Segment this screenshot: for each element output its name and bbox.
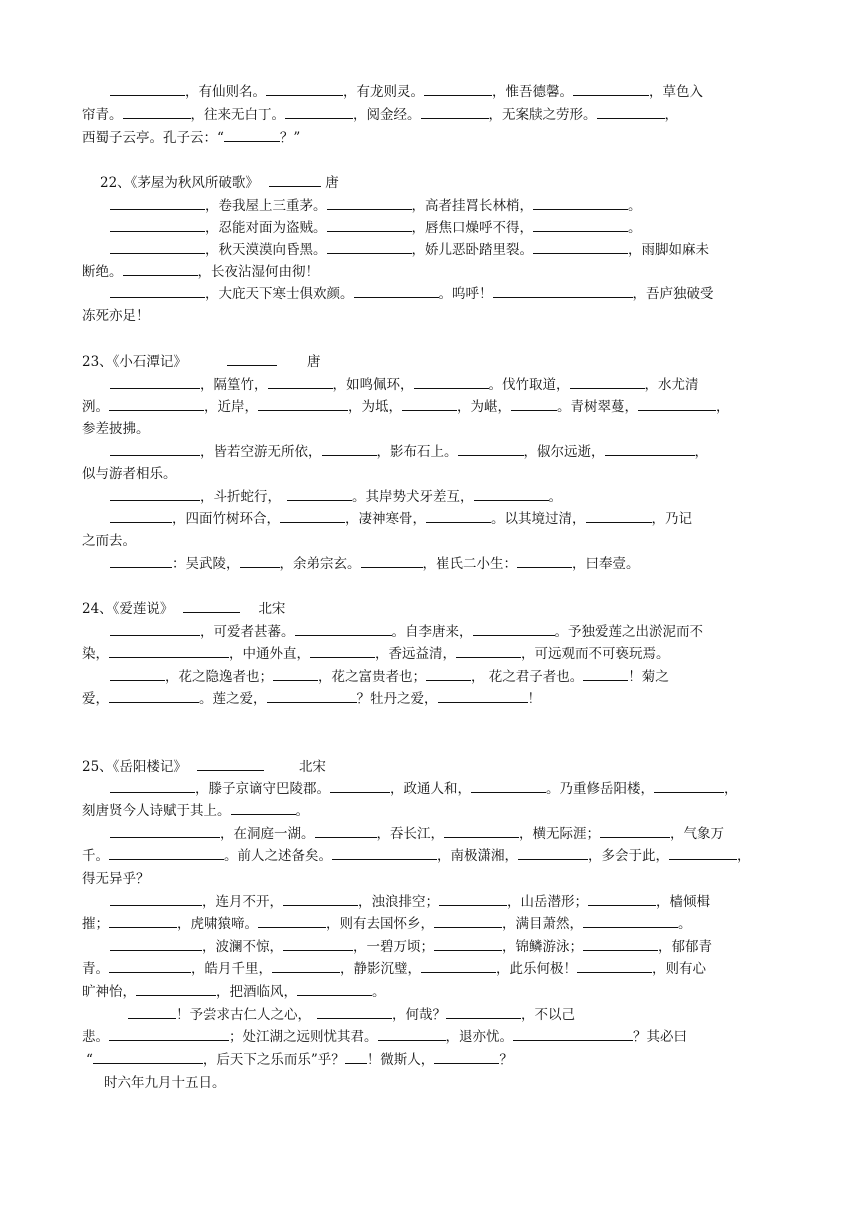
line-text: 25、《岳阳楼记》	[82, 759, 187, 775]
fill-in-blank[interactable]	[438, 688, 528, 703]
text-line	[128, 1004, 778, 1026]
line-text: 。自李唐来，	[391, 624, 473, 640]
fill-in-blank[interactable]	[600, 823, 670, 838]
fill-in-blank[interactable]	[258, 396, 348, 411]
line-text: ，如鸣佩环，	[332, 377, 414, 393]
fill-in-blank[interactable]	[93, 1049, 203, 1064]
line-text: ，香远益清，	[375, 646, 456, 662]
line-text: 。其岸势犬牙差互，	[352, 489, 474, 505]
line-text: ，皓月千里，	[191, 961, 272, 977]
fill-in-blank[interactable]	[109, 958, 191, 973]
line-text: 北宋	[258, 601, 286, 617]
line-text: ，何哉？	[392, 1007, 446, 1023]
line-text: 。	[628, 220, 642, 236]
fill-in-blank[interactable]	[517, 553, 572, 568]
line-text: ；处江湖之远则忧其君。	[229, 1029, 378, 1045]
text-line	[110, 666, 778, 688]
fill-in-blank[interactable]	[426, 666, 471, 681]
text-line	[104, 1072, 778, 1094]
fill-in-blank[interactable]	[317, 1004, 392, 1019]
line-text: ，高者挂罥长林梢，	[411, 198, 533, 214]
line-text: ，锦鳞游泳；	[502, 939, 583, 955]
fill-in-blank[interactable]	[109, 845, 224, 860]
line-text: ，郁郁青	[658, 939, 712, 955]
line-text: ，无案牍之劳形。	[488, 107, 597, 123]
line-text: 。	[548, 489, 562, 505]
fill-in-blank[interactable]	[123, 104, 191, 119]
text-line	[82, 418, 778, 440]
fill-in-blank[interactable]	[511, 396, 557, 411]
fill-in-blank[interactable]	[446, 1004, 521, 1019]
fill-in-blank[interactable]	[570, 374, 645, 389]
line-text: ，波澜不惊，	[202, 939, 283, 955]
line-text: ，曰奉壹。	[572, 556, 640, 572]
fill-in-blank[interactable]	[421, 958, 496, 973]
line-text: ，阅金经。	[353, 107, 421, 123]
fill-in-blank[interactable]	[227, 351, 277, 366]
text-line	[82, 688, 778, 710]
line-text: ：吴武陵，	[172, 556, 240, 572]
fill-in-blank[interactable]	[272, 958, 340, 973]
fill-in-blank[interactable]	[315, 823, 377, 838]
line-text: 刻唐贤今人诗赋于其上。	[82, 803, 231, 819]
line-text: ！菊之	[628, 669, 669, 685]
fill-in-blank[interactable]	[654, 778, 724, 793]
line-text: ，樯倾楫	[656, 894, 710, 910]
fill-in-blank[interactable]	[332, 845, 437, 860]
line-text: ，影布石上。	[376, 444, 458, 460]
fill-in-blank[interactable]	[471, 778, 546, 793]
line-text: 。伐竹取道，	[488, 377, 570, 393]
fill-in-blank[interactable]	[513, 1026, 633, 1041]
fill-in-blank[interactable]	[456, 643, 521, 658]
fill-in-blank[interactable]	[322, 441, 377, 456]
line-text: ，在洞庭一湖。	[220, 826, 315, 842]
fill-in-blank[interactable]	[109, 688, 199, 703]
line-text: ！	[527, 691, 541, 707]
fill-in-blank[interactable]	[533, 217, 628, 232]
fill-in-blank[interactable]	[110, 508, 172, 523]
line-text: ，卷我屋上三重茅。	[205, 198, 327, 214]
line-text: ，俶尔远逝，	[523, 444, 605, 460]
fill-in-blank[interactable]	[414, 374, 489, 389]
fill-in-blank[interactable]	[109, 1026, 229, 1041]
fill-in-blank[interactable]	[110, 441, 200, 456]
text-line	[82, 868, 778, 890]
text-line	[82, 261, 778, 283]
line-text: ，四面竹树环合，	[172, 511, 280, 527]
line-text: ，此乐何极！	[496, 961, 577, 977]
line-text: ，往来无白丁。	[190, 107, 285, 123]
line-text: ，一碧万顷；	[353, 939, 434, 955]
line-text: 。乃重修岳阳楼，	[546, 781, 654, 797]
line-text: ？”	[279, 130, 301, 146]
line-text: 22、《茅屋为秋风所破歌》	[100, 175, 259, 191]
text-line	[110, 891, 778, 913]
fill-in-blank[interactable]	[588, 891, 656, 906]
text-line	[110, 374, 778, 396]
line-text: 24、《爱莲说》	[82, 601, 174, 617]
fill-in-blank[interactable]	[330, 778, 390, 793]
line-text: ，气象万	[670, 826, 724, 842]
line-text: 青。	[82, 961, 109, 977]
fill-in-blank[interactable]	[280, 508, 345, 523]
line-text: ，政通人和，	[390, 781, 471, 797]
line-text: ，秋天漠漠向昏黑。	[205, 242, 327, 258]
text-line	[110, 936, 778, 958]
text-line	[86, 1049, 778, 1071]
fill-in-blank[interactable]	[518, 845, 588, 860]
fill-in-blank[interactable]	[669, 845, 737, 860]
line-text: 。青树翠蔓，	[557, 399, 638, 415]
line-text: 洌。	[82, 399, 109, 415]
line-text: ，满目萧然，	[502, 916, 583, 932]
line-text: 参差披拂。	[82, 421, 150, 437]
line-text: 。莲之爱，	[199, 691, 267, 707]
line-text: ，把酒临风，	[216, 984, 297, 1000]
line-text: ，虎啸猿啼。	[177, 916, 258, 932]
line-text: ？	[499, 1052, 513, 1068]
line-text: ，忍能对面为盗贼。	[205, 220, 327, 236]
text-line	[100, 172, 778, 194]
line-text: 唐	[306, 354, 321, 370]
line-text: “	[86, 1052, 93, 1068]
line-text: ，横无际涯；	[519, 826, 600, 842]
text-line	[110, 778, 778, 800]
fill-in-blank[interactable]	[424, 81, 492, 96]
fill-in-blank[interactable]	[110, 553, 172, 568]
text-line	[82, 913, 778, 935]
line-text: ，唇焦口燥呼不得，	[411, 220, 533, 236]
fill-in-blank[interactable]	[123, 261, 198, 276]
fill-in-blank[interactable]	[224, 127, 280, 142]
fill-in-blank[interactable]	[136, 981, 216, 996]
text-line	[110, 283, 778, 305]
fill-in-blank[interactable]	[110, 891, 202, 906]
fill-in-blank[interactable]	[426, 508, 491, 523]
text-line	[82, 958, 778, 980]
text-line	[110, 81, 778, 103]
fill-in-blank[interactable]	[295, 621, 392, 636]
text-line	[110, 195, 778, 217]
fill-in-blank[interactable]	[110, 936, 202, 951]
line-text: ，可爱者甚蕃。	[200, 624, 295, 640]
fill-in-blank[interactable]	[361, 553, 423, 568]
text-line	[82, 396, 778, 418]
fill-in-blank[interactable]	[421, 104, 489, 119]
fill-in-blank[interactable]	[183, 598, 240, 613]
fill-in-blank[interactable]	[458, 441, 524, 456]
line-text: ，娇儿恶卧踏里裂。	[411, 242, 533, 258]
line-text: ，余弟宗玄。	[279, 556, 361, 572]
line-text: 23、《小石潭记》	[82, 354, 187, 370]
line-text: ，静影沉璧，	[340, 961, 421, 977]
line-text: 时六年九月十五日。	[104, 1075, 226, 1091]
line-text: 之而去。	[82, 533, 136, 549]
line-text: 似与游者相乐。	[82, 466, 177, 482]
fill-in-blank[interactable]	[110, 621, 200, 636]
fill-in-blank[interactable]	[269, 172, 321, 187]
line-text: 帘青。	[82, 107, 123, 123]
fill-in-blank[interactable]	[110, 486, 200, 501]
line-text: ，大庇天下寒士俱欢颜。	[205, 286, 354, 302]
line-text: ，水尤清	[644, 377, 699, 393]
text-line	[110, 441, 778, 463]
line-text: ！予尝求古仁人之心，	[176, 1007, 311, 1023]
line-text: 唐	[320, 175, 339, 191]
line-text: ，凄神寒骨，	[345, 511, 426, 527]
line-text: 。予独爱莲之出淤泥而不	[554, 624, 703, 640]
fill-in-blank[interactable]	[586, 508, 652, 523]
fill-in-blank[interactable]	[109, 396, 204, 411]
line-text: ， 花之君子者也。	[471, 669, 584, 685]
line-text: 。呜呼！	[438, 286, 493, 302]
fill-in-blank[interactable]	[268, 374, 333, 389]
text-line	[82, 1026, 778, 1048]
fill-in-blank[interactable]	[327, 239, 412, 254]
line-text: ，连月不开，	[202, 894, 283, 910]
fill-in-blank[interactable]	[345, 1049, 367, 1064]
line-text: ，滕子京谪守巴陵郡。	[195, 781, 330, 797]
text-line	[82, 127, 778, 149]
fill-in-blank[interactable]	[110, 195, 205, 210]
fill-in-blank[interactable]	[110, 283, 205, 298]
fill-in-blank[interactable]	[110, 778, 195, 793]
text-line	[82, 756, 778, 778]
line-text: 北宋	[298, 759, 326, 775]
fill-in-blank[interactable]	[285, 104, 353, 119]
fill-in-blank[interactable]	[231, 800, 296, 815]
fill-in-blank[interactable]	[110, 823, 220, 838]
fill-in-blank[interactable]	[573, 81, 649, 96]
line-text: ，浊浪排空；	[358, 894, 439, 910]
fill-in-blank[interactable]	[310, 643, 375, 658]
line-text: ，雨脚如麻未	[628, 242, 709, 258]
fill-in-blank[interactable]	[267, 688, 357, 703]
line-text: ，吞长江，	[376, 826, 444, 842]
line-text: ，为坻，	[348, 399, 402, 415]
line-text: 旷神怡，	[82, 984, 136, 1000]
text-line	[82, 800, 778, 822]
fill-in-blank[interactable]	[434, 1049, 499, 1064]
line-text: ，南极潇湘，	[437, 848, 518, 864]
fill-in-blank[interactable]	[583, 913, 678, 928]
line-text: ，皆若空游无所依，	[200, 444, 322, 460]
line-text: ，	[724, 781, 738, 797]
fill-in-blank[interactable]	[354, 283, 439, 298]
fill-in-blank[interactable]	[287, 486, 352, 501]
fill-in-blank[interactable]	[110, 666, 165, 681]
line-text: ，吾庐独破受	[632, 286, 714, 302]
fill-in-blank[interactable]	[110, 374, 200, 389]
fill-in-blank[interactable]	[583, 666, 628, 681]
fill-in-blank[interactable]	[128, 1004, 176, 1019]
fill-in-blank[interactable]	[493, 283, 633, 298]
line-text: ，长夜沾湿何由彻！	[197, 264, 319, 280]
line-text: ，	[664, 107, 678, 123]
line-text: 。前人之述备矣。	[224, 848, 332, 864]
line-text: ？其必曰	[633, 1029, 687, 1045]
fill-in-blank[interactable]	[378, 1026, 446, 1041]
fill-in-blank[interactable]	[110, 217, 205, 232]
line-text: 断绝。	[82, 264, 123, 280]
fill-in-blank[interactable]	[533, 195, 628, 210]
text-line	[82, 463, 778, 485]
text-line	[110, 486, 778, 508]
fill-in-blank[interactable]	[402, 396, 457, 411]
text-line	[110, 621, 778, 643]
fill-in-blank[interactable]	[197, 756, 264, 771]
line-text: ，崔氏二小生：	[422, 556, 517, 572]
fill-in-blank[interactable]	[327, 195, 412, 210]
text-line	[82, 305, 778, 327]
text-line	[82, 351, 778, 373]
fill-in-blank[interactable]	[434, 936, 502, 951]
line-text: ，退亦忧。	[445, 1029, 513, 1045]
fill-in-blank[interactable]	[283, 936, 353, 951]
text-line	[110, 553, 778, 575]
line-text: ？牡丹之爱，	[356, 691, 438, 707]
line-text: 。	[678, 916, 692, 932]
line-text: ，	[737, 848, 751, 864]
fill-in-blank[interactable]	[577, 958, 652, 973]
text-line	[110, 508, 778, 530]
line-text: ，花之富贵者也；	[318, 669, 426, 685]
fill-in-blank[interactable]	[434, 913, 502, 928]
fill-in-blank[interactable]	[638, 396, 716, 411]
line-text: 悲。	[82, 1029, 109, 1045]
line-text: ，可远观而不可亵玩焉。	[521, 646, 670, 662]
fill-in-blank[interactable]	[240, 553, 280, 568]
fill-in-blank[interactable]	[473, 621, 555, 636]
line-text: 摧；	[82, 916, 109, 932]
line-text: ，近岸，	[204, 399, 258, 415]
line-text: ，	[716, 399, 730, 415]
fill-in-blank[interactable]	[533, 239, 628, 254]
fill-in-blank[interactable]	[110, 81, 185, 96]
line-text: ，中通外直，	[229, 646, 310, 662]
line-text: ，隔篁竹，	[200, 377, 268, 393]
text-line	[110, 239, 778, 261]
fill-in-blank[interactable]	[258, 913, 326, 928]
line-text: 。	[372, 984, 386, 1000]
fill-in-blank[interactable]	[605, 441, 695, 456]
line-text: ，不以己	[521, 1007, 575, 1023]
text-line	[82, 104, 778, 126]
fill-in-blank[interactable]	[283, 891, 358, 906]
line-text: 爱，	[82, 691, 109, 707]
fill-in-blank[interactable]	[109, 913, 177, 928]
line-text: ，斗折蛇行，	[200, 489, 281, 505]
line-text: 染，	[82, 646, 109, 662]
line-text: ！微斯人，	[366, 1052, 435, 1068]
line-text: ，后天下之乐而乐”乎？	[202, 1052, 345, 1068]
line-text: ，山岳潜形；	[507, 894, 588, 910]
line-text: ，多会于此，	[588, 848, 669, 864]
fill-in-blank[interactable]	[297, 981, 372, 996]
fill-in-blank[interactable]	[439, 891, 507, 906]
fill-in-blank[interactable]	[583, 936, 658, 951]
line-text: 冻死亦足！	[82, 308, 150, 324]
line-text: 西蜀子云亭。孔子云：“	[82, 130, 224, 146]
line-text: 。	[295, 803, 309, 819]
line-text: ，	[694, 444, 708, 460]
fill-in-blank[interactable]	[474, 486, 549, 501]
fill-in-blank[interactable]	[110, 239, 205, 254]
line-text: ，则有心	[652, 961, 706, 977]
line-text: ，有龙则灵。	[343, 84, 424, 100]
text-line	[82, 981, 778, 1003]
line-text: 。	[628, 198, 642, 214]
text-line	[110, 823, 778, 845]
text-line	[82, 643, 778, 665]
fill-in-blank[interactable]	[109, 643, 229, 658]
line-text: 得无异乎？	[82, 871, 150, 887]
text-line	[82, 530, 778, 552]
text-line	[82, 845, 778, 867]
line-text: 。以其境过清，	[491, 511, 586, 527]
line-text: ，花之隐逸者也；	[165, 669, 273, 685]
line-text: ，为嵁，	[457, 399, 511, 415]
line-text: 千。	[82, 848, 109, 864]
line-text: ，草色入	[649, 84, 703, 100]
text-line	[110, 217, 778, 239]
line-text: ，乃记	[651, 511, 692, 527]
line-text: ，则有去国怀乡，	[326, 916, 434, 932]
line-text: ，惟吾德馨。	[492, 84, 573, 100]
fill-in-blank[interactable]	[327, 217, 412, 232]
fill-in-blank[interactable]	[273, 666, 318, 681]
line-text: ，有仙则名。	[185, 84, 266, 100]
fill-in-blank[interactable]	[597, 104, 665, 119]
text-line	[82, 598, 778, 620]
fill-in-blank[interactable]	[444, 823, 519, 838]
fill-in-blank[interactable]	[266, 81, 343, 96]
